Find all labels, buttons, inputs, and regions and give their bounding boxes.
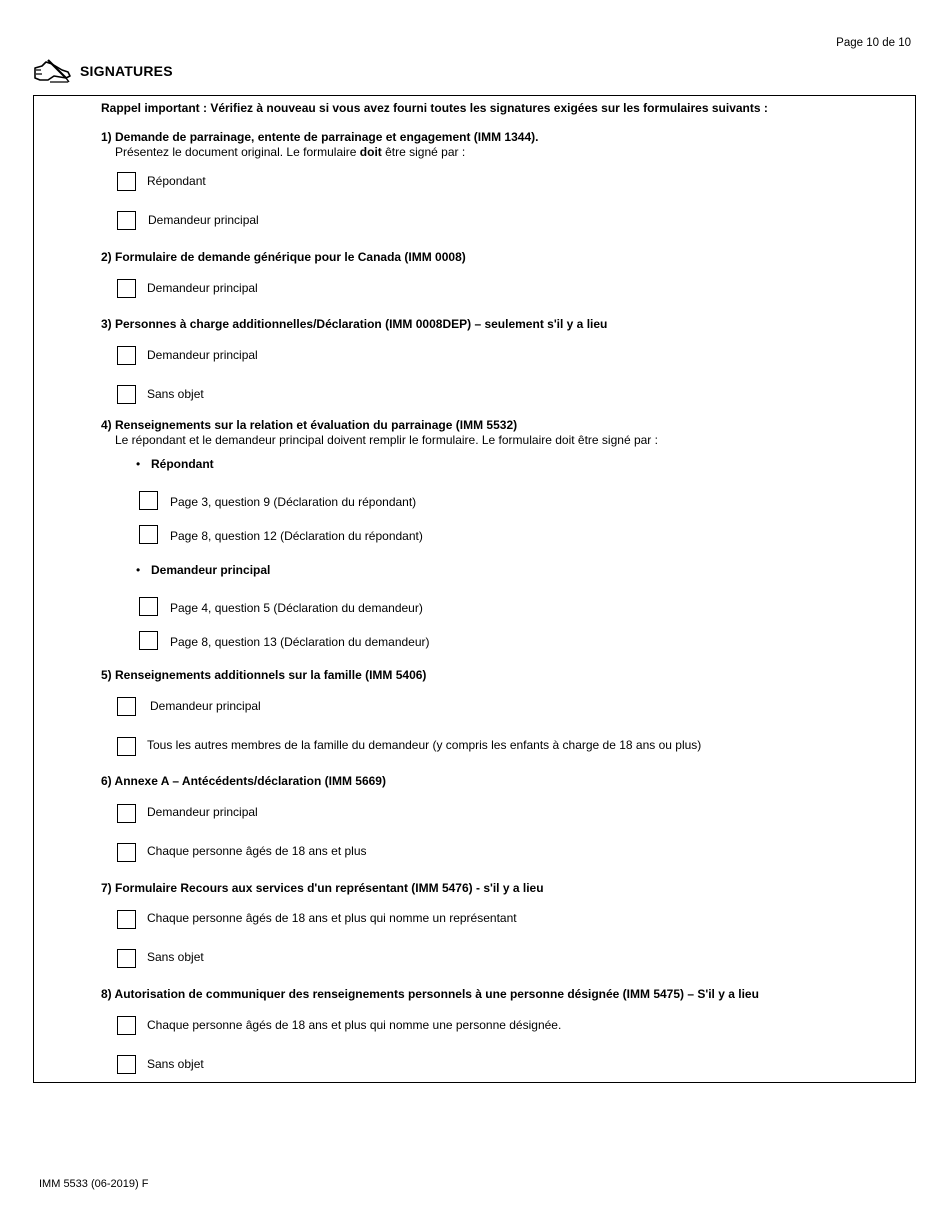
- section-4-note: Le répondant et le demandeur principal doivent remplir le formulaire. Le formulaire doit être signé par :: [115, 433, 658, 447]
- checkbox-label: Demandeur principal: [150, 699, 261, 713]
- section-1-note: Présentez le document original. Le formulaire doit être signé par :: [115, 145, 466, 159]
- checkbox-s4-page3-q9[interactable]: [139, 491, 158, 510]
- checkbox-s4-page4-q5[interactable]: [139, 597, 158, 616]
- checkbox-s4-page8-q12[interactable]: [139, 525, 158, 544]
- checkbox-s8-sans-objet[interactable]: [117, 1055, 136, 1074]
- checkbox-label: Demandeur principal: [147, 281, 258, 295]
- checkbox-label: Sans objet: [147, 1057, 204, 1071]
- section-header: [32, 56, 173, 86]
- checkbox-label: Page 3, question 9 (Déclaration du répondant): [170, 495, 417, 509]
- checkbox-label: Répondant: [147, 174, 206, 188]
- section-4-title: 4) Renseignements sur la relation et évaluation du parrainage (IMM 5532): [101, 418, 518, 432]
- section-7-title: 7) Formulaire Recours aux services d'un représentant (IMM 5476) - s'il y a lieu: [101, 881, 544, 895]
- group-demandeur-label: Demandeur principal: [151, 563, 271, 577]
- checkbox-s6-chaque-personne[interactable]: [117, 843, 136, 862]
- checkbox-s6-demandeur-principal[interactable]: [117, 804, 136, 823]
- checkbox-s2-demandeur-principal[interactable]: [117, 279, 136, 298]
- signatures-checklist-frame: [33, 95, 916, 1083]
- checkbox-s4-page8-q13[interactable]: [139, 631, 158, 650]
- checkbox-s8-chaque-personne[interactable]: [117, 1016, 136, 1035]
- form-footer-code: IMM 5533 (06-2019) F: [39, 1178, 149, 1190]
- section-2-title: 2) Formulaire de demande générique pour le Canada (IMM 0008): [101, 250, 466, 264]
- checkbox-s3-demandeur-principal[interactable]: [117, 346, 136, 365]
- checkbox-label: Chaque personne âgés de 18 ans et plus: [147, 844, 367, 858]
- section-8-title: 8) Autorisation de communiquer des renseignements personnels à une personne désignée (IMM 5475) – S'il y a lieu: [101, 987, 759, 1001]
- reminder-text: Rappel important : Vérifiez à nouveau si vous avez fourni toutes les signatures exigées sur les formulaires suivants :: [101, 101, 768, 115]
- signing-hand-icon: [32, 56, 74, 86]
- bullet-icon: •: [136, 457, 141, 471]
- checkbox-label: Chaque personne âgés de 18 ans et plus qui nomme une personne désignée.: [147, 1018, 562, 1032]
- checkbox-label: Chaque personne âgés de 18 ans et plus qui nomme un représentant: [147, 911, 517, 925]
- checkbox-s1-repondant[interactable]: [117, 172, 136, 191]
- page-number: Page 10 de 10: [836, 37, 911, 49]
- checkbox-label: Demandeur principal: [148, 213, 259, 227]
- checkbox-s1-demandeur-principal[interactable]: [117, 211, 136, 230]
- checkbox-label: Demandeur principal: [147, 348, 258, 362]
- section-1-title: 1) Demande de parrainage, entente de parrainage et engagement (IMM 1344).: [101, 130, 539, 144]
- checkbox-label: Page 8, question 12 (Déclaration du répondant): [170, 529, 423, 543]
- checkbox-label: Sans objet: [147, 950, 204, 964]
- section-title: SIGNATURES: [80, 63, 173, 79]
- checkbox-label: Sans objet: [147, 387, 204, 401]
- checkbox-s5-autres-membres[interactable]: [117, 737, 136, 756]
- section-3-title: 3) Personnes à charge additionnelles/Déclaration (IMM 0008DEP) – seulement s'il y a lieu: [101, 317, 608, 331]
- section-5-title: 5) Renseignements additionnels sur la famille (IMM 5406): [101, 668, 427, 682]
- checkbox-s7-chaque-personne[interactable]: [117, 910, 136, 929]
- bullet-icon: •: [136, 563, 141, 577]
- checkbox-s7-sans-objet[interactable]: [117, 949, 136, 968]
- checkbox-s3-sans-objet[interactable]: [117, 385, 136, 404]
- checkbox-label: Page 4, question 5 (Déclaration du demandeur): [170, 601, 423, 615]
- checkbox-label: Tous les autres membres de la famille du demandeur (y compris les enfants à charge de 18 ans ou plus): [147, 738, 702, 752]
- checkbox-s5-demandeur-principal[interactable]: [117, 697, 136, 716]
- group-repondant-label: Répondant: [151, 457, 214, 471]
- checkbox-label: Page 8, question 13 (Déclaration du demandeur): [170, 635, 430, 649]
- section-6-title: 6) Annexe A – Antécédents/déclaration (IMM 5669): [101, 774, 386, 788]
- checkbox-label: Demandeur principal: [147, 805, 258, 819]
